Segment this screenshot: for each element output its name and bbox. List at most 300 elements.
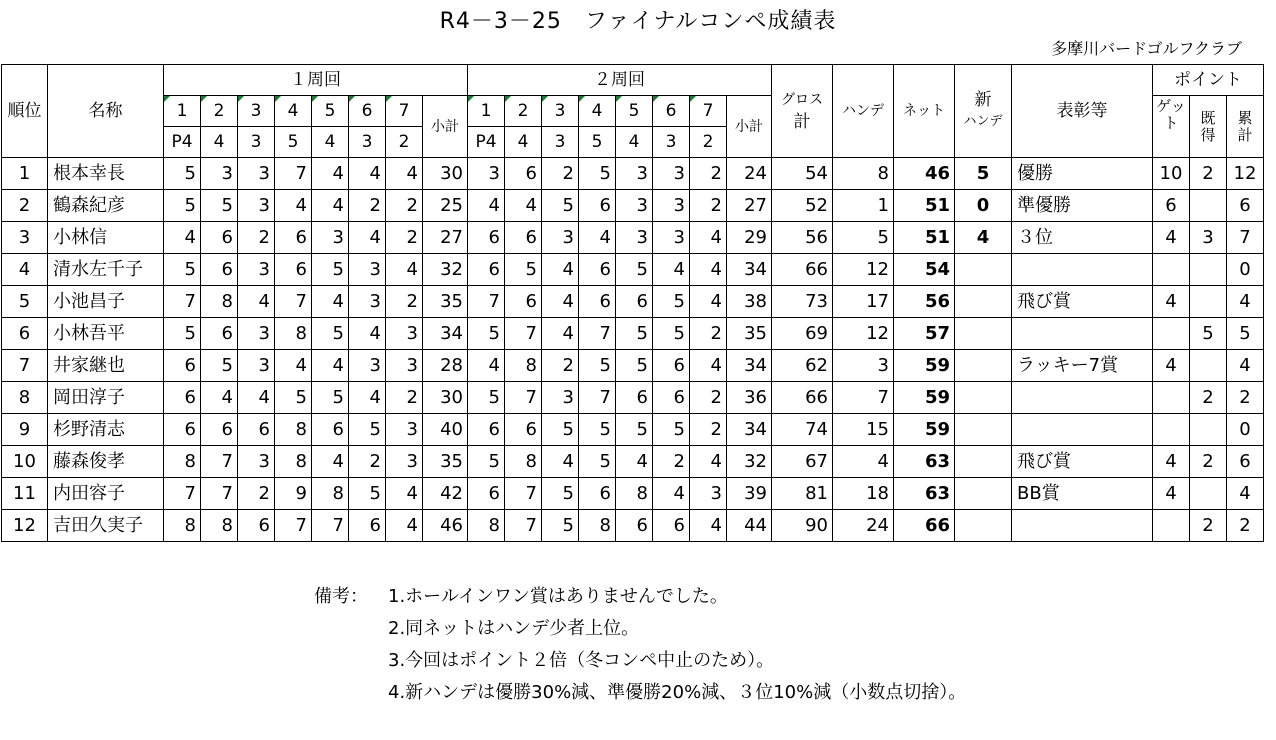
- round1-score-cell: 4: [386, 478, 423, 510]
- points-total-cell: 2: [1227, 510, 1264, 542]
- header-gross-top: グロス: [781, 92, 823, 108]
- header-round2: ２周回: [468, 65, 772, 96]
- round2-score-cell: 4: [690, 222, 727, 254]
- award-cell: [1012, 318, 1153, 350]
- round2-subtotal-cell: 36: [727, 382, 772, 414]
- hole-number-cell: 2: [201, 96, 238, 127]
- points-get-cell: [1153, 318, 1190, 350]
- points-have-cell: [1190, 414, 1227, 446]
- round1-score-cell: 4: [275, 190, 312, 222]
- round2-score-cell: 6: [616, 286, 653, 318]
- par-cell: 3: [542, 127, 579, 158]
- round1-score-cell: 3: [349, 254, 386, 286]
- new-handicap-cell: [955, 382, 1012, 414]
- points-get-cell: [1153, 414, 1190, 446]
- round2-score-cell: 8: [505, 350, 542, 382]
- round1-score-cell: 8: [275, 318, 312, 350]
- round1-score-cell: 4: [201, 382, 238, 414]
- round1-score-cell: 3: [238, 158, 275, 190]
- round1-subtotal-cell: 35: [423, 446, 468, 478]
- round1-score-cell: 6: [164, 414, 201, 446]
- round1-score-cell: 7: [164, 286, 201, 318]
- rank-cell: 10: [2, 446, 48, 478]
- table-row: [2, 254, 1264, 286]
- points-total-cell: 4: [1227, 478, 1264, 510]
- rank-cell: 6: [2, 318, 48, 350]
- points-total-cell: 5: [1227, 318, 1264, 350]
- round2-score-cell: 5: [616, 350, 653, 382]
- award-cell: [1012, 382, 1153, 414]
- round2-subtotal-cell: 29: [727, 222, 772, 254]
- new-handicap-cell: [955, 446, 1012, 478]
- round1-score-cell: 8: [164, 446, 201, 478]
- round1-score-cell: 3: [386, 350, 423, 382]
- points-get-cell: 10: [1153, 158, 1190, 190]
- round1-score-cell: 3: [349, 350, 386, 382]
- round2-subtotal-cell: 38: [727, 286, 772, 318]
- round2-score-cell: 5: [542, 510, 579, 542]
- net-cell: 66: [894, 510, 955, 542]
- round1-score-cell: 8: [312, 478, 349, 510]
- award-cell: BB賞: [1012, 478, 1153, 510]
- round2-score-cell: 4: [542, 446, 579, 478]
- header-points: ポイント: [1153, 65, 1264, 96]
- player-name-cell: 内田容子: [48, 478, 164, 510]
- handicap-cell: 7: [833, 382, 894, 414]
- new-handicap-cell: [955, 478, 1012, 510]
- points-have-cell: [1190, 350, 1227, 382]
- rank-cell: 12: [2, 510, 48, 542]
- award-cell: [1012, 254, 1153, 286]
- new-handicap-cell: [955, 318, 1012, 350]
- round1-score-cell: 6: [201, 222, 238, 254]
- points-total-cell: 4: [1227, 350, 1264, 382]
- new-handicap-cell: 5: [955, 158, 1012, 190]
- award-cell: 優勝: [1012, 158, 1153, 190]
- net-cell: 51: [894, 222, 955, 254]
- handicap-cell: 24: [833, 510, 894, 542]
- rank-cell: 8: [2, 382, 48, 414]
- player-name-cell: 鶴森紀彦: [48, 190, 164, 222]
- round1-score-cell: 3: [201, 158, 238, 190]
- round2-score-cell: 5: [616, 254, 653, 286]
- round2-score-cell: 4: [653, 478, 690, 510]
- round1-subtotal-cell: 40: [423, 414, 468, 446]
- round2-score-cell: 4: [616, 446, 653, 478]
- header-points-get: ゲット: [1153, 96, 1190, 158]
- round2-score-cell: 4: [468, 190, 505, 222]
- results-table: [1, 64, 1264, 542]
- round1-score-cell: 6: [201, 414, 238, 446]
- round2-score-cell: 4: [468, 350, 505, 382]
- round1-score-cell: 4: [312, 446, 349, 478]
- round1-score-cell: 8: [201, 510, 238, 542]
- round1-score-cell: 5: [201, 350, 238, 382]
- round2-score-cell: 6: [579, 190, 616, 222]
- round2-score-cell: 5: [653, 414, 690, 446]
- round2-score-cell: 3: [542, 382, 579, 414]
- hole-number-cell: 6: [653, 96, 690, 127]
- round1-score-cell: 4: [349, 318, 386, 350]
- round1-score-cell: 6: [312, 414, 349, 446]
- gross-cell: 90: [772, 510, 833, 542]
- round1-score-cell: 8: [275, 414, 312, 446]
- round1-score-cell: 3: [312, 222, 349, 254]
- round2-score-cell: 5: [653, 286, 690, 318]
- header-subtotal: 小計: [727, 96, 772, 158]
- par-cell: 3: [238, 127, 275, 158]
- round1-score-cell: 4: [312, 350, 349, 382]
- round1-score-cell: 8: [164, 510, 201, 542]
- hole-number-cell: 2: [505, 96, 542, 127]
- round2-subtotal-cell: 34: [727, 350, 772, 382]
- table-row: [2, 510, 1264, 542]
- hole-number-cell: 3: [238, 96, 275, 127]
- round2-score-cell: 8: [468, 510, 505, 542]
- round2-score-cell: 7: [505, 510, 542, 542]
- round2-score-cell: 6: [505, 414, 542, 446]
- round1-score-cell: 3: [238, 446, 275, 478]
- table-row: [2, 158, 1264, 190]
- round2-score-cell: 2: [690, 318, 727, 350]
- gross-cell: 66: [772, 382, 833, 414]
- round2-subtotal-cell: 27: [727, 190, 772, 222]
- round1-subtotal-cell: 27: [423, 222, 468, 254]
- hole-number-cell: 7: [690, 96, 727, 127]
- header-round1: １周回: [164, 65, 468, 96]
- round1-score-cell: 4: [386, 158, 423, 190]
- round2-score-cell: 6: [468, 222, 505, 254]
- round1-score-cell: 2: [349, 190, 386, 222]
- round2-subtotal-cell: 32: [727, 446, 772, 478]
- gross-cell: 74: [772, 414, 833, 446]
- points-total-cell: 4: [1227, 286, 1264, 318]
- gross-cell: 73: [772, 286, 833, 318]
- club-name: 多摩川バードゴルフクラブ: [1051, 39, 1242, 58]
- round2-score-cell: 6: [579, 254, 616, 286]
- round1-score-cell: 5: [312, 318, 349, 350]
- new-handicap-cell: 0: [955, 190, 1012, 222]
- round2-score-cell: 6: [505, 286, 542, 318]
- round1-score-cell: 4: [238, 382, 275, 414]
- handicap-cell: 15: [833, 414, 894, 446]
- rank-cell: 1: [2, 158, 48, 190]
- round2-score-cell: 7: [505, 382, 542, 414]
- table-row: [2, 190, 1264, 222]
- round2-score-cell: 4: [505, 190, 542, 222]
- hole-number-cell: 5: [312, 96, 349, 127]
- round1-subtotal-cell: 34: [423, 318, 468, 350]
- player-name-cell: 小林信: [48, 222, 164, 254]
- hole-number-cell: 1: [164, 96, 201, 127]
- points-total-cell: 7: [1227, 222, 1264, 254]
- round1-score-cell: 6: [201, 254, 238, 286]
- round2-score-cell: 4: [690, 446, 727, 478]
- award-cell: 飛び賞: [1012, 286, 1153, 318]
- points-get-cell: 4: [1153, 222, 1190, 254]
- new-handicap-cell: 4: [955, 222, 1012, 254]
- round1-score-cell: 4: [312, 158, 349, 190]
- hole-number-cell: 7: [386, 96, 423, 127]
- points-total-cell: 0: [1227, 414, 1264, 446]
- header-points-total: 累計: [1227, 96, 1264, 158]
- player-name-cell: 杉野清志: [48, 414, 164, 446]
- header-net: ネット: [894, 65, 955, 158]
- round2-score-cell: 2: [690, 382, 727, 414]
- table-row: [2, 286, 1264, 318]
- round2-score-cell: 7: [505, 478, 542, 510]
- round2-score-cell: 3: [542, 222, 579, 254]
- hole-number-cell: 5: [616, 96, 653, 127]
- rank-cell: 2: [2, 190, 48, 222]
- rank-cell: 7: [2, 350, 48, 382]
- round1-score-cell: 2: [386, 286, 423, 318]
- round1-score-cell: 6: [164, 382, 201, 414]
- hole-number-cell: 6: [349, 96, 386, 127]
- header-handicap: ハンデ: [833, 65, 894, 158]
- player-name-cell: 小林吾平: [48, 318, 164, 350]
- note-line-1: 1.ホールインワン賞はありませんでした。: [388, 586, 728, 607]
- round1-score-cell: 6: [164, 350, 201, 382]
- round1-score-cell: 3: [238, 350, 275, 382]
- gross-cell: 62: [772, 350, 833, 382]
- points-have-cell: [1190, 254, 1227, 286]
- gross-cell: 56: [772, 222, 833, 254]
- points-total-cell: 0: [1227, 254, 1264, 286]
- round2-score-cell: 7: [579, 318, 616, 350]
- notes-label: 備考：: [314, 586, 368, 607]
- header-subtotal: 小計: [423, 96, 468, 158]
- round2-score-cell: 7: [468, 286, 505, 318]
- note-line-2: 2.同ネットはハンデ少者上位。: [388, 618, 640, 639]
- round1-subtotal-cell: 42: [423, 478, 468, 510]
- round2-score-cell: 6: [505, 158, 542, 190]
- award-cell: ３位: [1012, 222, 1153, 254]
- round1-score-cell: 3: [238, 318, 275, 350]
- new-handicap-cell: [955, 510, 1012, 542]
- round1-score-cell: 7: [275, 286, 312, 318]
- gross-cell: 67: [772, 446, 833, 478]
- round1-score-cell: 5: [312, 382, 349, 414]
- points-total-cell: 2: [1227, 382, 1264, 414]
- par-cell: P4: [468, 127, 505, 158]
- round2-score-cell: 5: [579, 350, 616, 382]
- points-get-cell: [1153, 510, 1190, 542]
- rank-cell: 4: [2, 254, 48, 286]
- round1-score-cell: 2: [238, 478, 275, 510]
- round2-score-cell: 3: [616, 158, 653, 190]
- handicap-cell: 1: [833, 190, 894, 222]
- round2-score-cell: 6: [468, 254, 505, 286]
- table-row: [2, 318, 1264, 350]
- round1-score-cell: 5: [349, 478, 386, 510]
- round2-subtotal-cell: 34: [727, 414, 772, 446]
- rank-cell: 5: [2, 286, 48, 318]
- net-cell: 59: [894, 350, 955, 382]
- round2-score-cell: 6: [579, 478, 616, 510]
- par-cell: 4: [312, 127, 349, 158]
- round1-subtotal-cell: 35: [423, 286, 468, 318]
- round2-score-cell: 5: [579, 446, 616, 478]
- round1-score-cell: 4: [386, 510, 423, 542]
- points-get-cell: 4: [1153, 478, 1190, 510]
- round2-subtotal-cell: 44: [727, 510, 772, 542]
- round1-score-cell: 7: [275, 158, 312, 190]
- note-line-4: 4.新ハンデは優勝30%減、準優勝20%減、３位10%減（小数点切捨）。: [388, 682, 967, 703]
- net-cell: 63: [894, 446, 955, 478]
- round1-score-cell: 6: [275, 254, 312, 286]
- points-have-cell: 3: [1190, 222, 1227, 254]
- par-cell: 4: [201, 127, 238, 158]
- rank-cell: 3: [2, 222, 48, 254]
- header-gross-bottom: 計: [793, 112, 811, 132]
- round2-score-cell: 5: [505, 254, 542, 286]
- new-handicap-cell: [955, 286, 1012, 318]
- round2-score-cell: 4: [690, 510, 727, 542]
- round2-score-cell: 5: [579, 414, 616, 446]
- round1-score-cell: 6: [275, 222, 312, 254]
- header-new-handicap-bottom: ハンデ: [963, 114, 1003, 129]
- par-cell: 5: [275, 127, 312, 158]
- round1-subtotal-cell: 32: [423, 254, 468, 286]
- round1-score-cell: 4: [312, 190, 349, 222]
- round2-score-cell: 7: [505, 318, 542, 350]
- round1-score-cell: 5: [164, 254, 201, 286]
- par-cell: 2: [690, 127, 727, 158]
- handicap-cell: 12: [833, 254, 894, 286]
- round1-score-cell: 4: [386, 254, 423, 286]
- points-have-cell: [1190, 190, 1227, 222]
- points-total-cell: 12: [1227, 158, 1264, 190]
- round2-score-cell: 5: [579, 158, 616, 190]
- round1-score-cell: 3: [238, 254, 275, 286]
- points-total-cell: 6: [1227, 446, 1264, 478]
- round2-score-cell: 4: [653, 254, 690, 286]
- points-have-cell: [1190, 286, 1227, 318]
- round2-score-cell: 4: [690, 254, 727, 286]
- player-name-cell: 根本幸長: [48, 158, 164, 190]
- round2-score-cell: 6: [653, 350, 690, 382]
- points-get-cell: 4: [1153, 446, 1190, 478]
- points-have-cell: 5: [1190, 318, 1227, 350]
- handicap-cell: 3: [833, 350, 894, 382]
- round2-score-cell: 2: [690, 190, 727, 222]
- round2-score-cell: 2: [690, 158, 727, 190]
- par-cell: 2: [386, 127, 423, 158]
- round1-score-cell: 4: [312, 286, 349, 318]
- round2-subtotal-cell: 34: [727, 254, 772, 286]
- award-cell: [1012, 414, 1153, 446]
- round2-score-cell: 6: [579, 286, 616, 318]
- round1-score-cell: 8: [275, 446, 312, 478]
- round1-score-cell: 3: [386, 414, 423, 446]
- round1-score-cell: 2: [238, 222, 275, 254]
- handicap-cell: 17: [833, 286, 894, 318]
- round1-score-cell: 3: [238, 190, 275, 222]
- table-row: [2, 382, 1264, 414]
- round2-score-cell: 6: [616, 382, 653, 414]
- gross-cell: 66: [772, 254, 833, 286]
- round2-score-cell: 3: [468, 158, 505, 190]
- header-award: 表彰等: [1012, 65, 1153, 158]
- round2-score-cell: 6: [468, 478, 505, 510]
- round1-score-cell: 4: [164, 222, 201, 254]
- round2-score-cell: 2: [653, 446, 690, 478]
- header-gross: [772, 65, 833, 158]
- round2-score-cell: 3: [653, 158, 690, 190]
- round1-score-cell: 7: [201, 478, 238, 510]
- round1-score-cell: 4: [349, 222, 386, 254]
- round2-subtotal-cell: 35: [727, 318, 772, 350]
- new-handicap-cell: [955, 350, 1012, 382]
- net-cell: 59: [894, 414, 955, 446]
- par-cell: 3: [653, 127, 690, 158]
- round1-subtotal-cell: 30: [423, 382, 468, 414]
- header-name: 名称: [48, 65, 164, 158]
- points-have-cell: 2: [1190, 510, 1227, 542]
- gross-cell: 69: [772, 318, 833, 350]
- round1-score-cell: 5: [164, 190, 201, 222]
- round1-score-cell: 4: [275, 350, 312, 382]
- gross-cell: 52: [772, 190, 833, 222]
- round2-score-cell: 4: [542, 318, 579, 350]
- points-total-cell: 6: [1227, 190, 1264, 222]
- points-get-cell: 4: [1153, 350, 1190, 382]
- round2-score-cell: 3: [653, 222, 690, 254]
- round1-score-cell: 5: [312, 254, 349, 286]
- round2-score-cell: 5: [653, 318, 690, 350]
- points-get-cell: [1153, 254, 1190, 286]
- round1-score-cell: 6: [238, 510, 275, 542]
- round2-score-cell: 8: [616, 478, 653, 510]
- round1-score-cell: 7: [201, 446, 238, 478]
- handicap-cell: 5: [833, 222, 894, 254]
- round1-score-cell: 8: [201, 286, 238, 318]
- par-cell: 5: [579, 127, 616, 158]
- round2-score-cell: 5: [542, 414, 579, 446]
- net-cell: 59: [894, 382, 955, 414]
- net-cell: 51: [894, 190, 955, 222]
- round1-score-cell: 5: [201, 190, 238, 222]
- round2-score-cell: 3: [653, 190, 690, 222]
- par-cell: P4: [164, 127, 201, 158]
- header-rank: 順位: [2, 65, 48, 158]
- player-name-cell: 井家継也: [48, 350, 164, 382]
- round2-score-cell: 6: [468, 414, 505, 446]
- rank-cell: 9: [2, 414, 48, 446]
- net-cell: 57: [894, 318, 955, 350]
- round2-score-cell: 4: [542, 286, 579, 318]
- round2-score-cell: 6: [616, 510, 653, 542]
- par-cell: 3: [349, 127, 386, 158]
- round2-score-cell: 2: [542, 158, 579, 190]
- net-cell: 46: [894, 158, 955, 190]
- round2-score-cell: 5: [542, 190, 579, 222]
- points-get-cell: 6: [1153, 190, 1190, 222]
- round2-score-cell: 6: [653, 382, 690, 414]
- rank-cell: 11: [2, 478, 48, 510]
- hole-number-cell: 1: [468, 96, 505, 127]
- player-name-cell: 藤森俊孝: [48, 446, 164, 478]
- round1-score-cell: 5: [164, 318, 201, 350]
- round2-score-cell: 4: [542, 254, 579, 286]
- header-points-have: 既得: [1190, 96, 1227, 158]
- round1-score-cell: 6: [349, 510, 386, 542]
- round2-score-cell: 6: [505, 222, 542, 254]
- results-body: [2, 158, 1264, 542]
- net-cell: 54: [894, 254, 955, 286]
- round2-score-cell: 2: [542, 350, 579, 382]
